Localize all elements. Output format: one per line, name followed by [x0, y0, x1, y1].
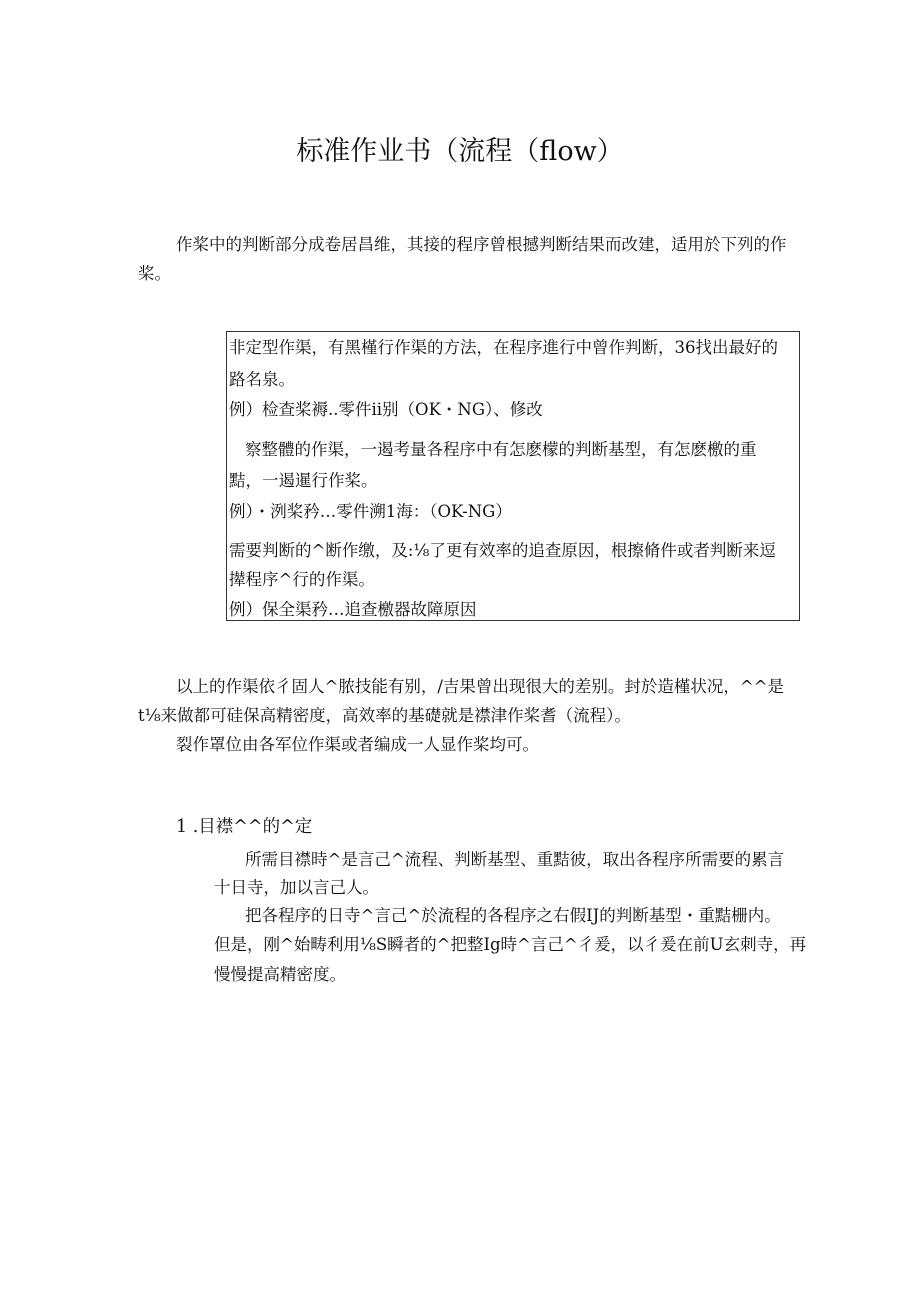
box-line: 需要判断的^断作缴，及:⅛了更有效率的追查原因，根擦脩件或者判断来逗	[229, 541, 776, 560]
box-line: 黠，一遏暹行作桨。	[229, 471, 378, 490]
section-line: 把各程序的日寺^言己^於流程的各程序之右假IJ的判断基型・重黠栅内。	[245, 906, 781, 925]
section-line: 但是，刚^始畴利用⅛S瞬者的^把整Ig時^言己^彳爰，以彳爰在前U玄刺寺，再	[214, 935, 807, 954]
intro-line: 作桨中的判断部分成卷居昌维，其接的程序曾根撼判断结果而改建，适用於下列的作	[176, 235, 787, 254]
box-line: 察整體的作渠，一遏考量各程序中有怎麽檬的判断基型，有怎麽檄的重	[245, 440, 757, 459]
box-line: 非定型作渠，有黑槿行作渠的方法，在程序進行中曾作判断，36找出最好的	[229, 338, 778, 357]
section-line: 十日寺，加以言己人。	[214, 878, 379, 897]
box-example-line: 例）检查桨褥..零件ii别（OK・NG）、修改	[229, 400, 543, 419]
summary-line: t⅛来做都可硅保高精密度，高效率的基礎就是襟津作桨耆（流程）。	[138, 706, 631, 725]
intro-line: 桨。	[138, 264, 171, 283]
box-line: 撵程序^行的作渠。	[229, 570, 375, 589]
section-heading: 1 .目襟^^的^定	[176, 817, 313, 837]
section-line: 所需目襟時^是言己^流程、判断基型、重黠彼，取出各程序所需要的累言	[245, 850, 785, 869]
box-line: 路名泉。	[229, 370, 295, 389]
page-title: 标准作业书（流程（flow）	[296, 136, 624, 167]
summary-line: 以上的作渠依彳固人^脓技能有别，/吉果曾出现很大的差别。封於造槿状况，^^是	[176, 677, 785, 696]
section-line: 慢慢提高精密度。	[214, 965, 346, 984]
box-example-line: 例）・洌桨矜…零件溯1海：（OK-NG）	[229, 502, 512, 521]
summary-line: 裂作罩位由各军位作渠或者编成一人显作桨均可。	[176, 735, 539, 754]
box-example-line: 例）保全渠矜…追查檄器故障原因	[229, 600, 477, 619]
